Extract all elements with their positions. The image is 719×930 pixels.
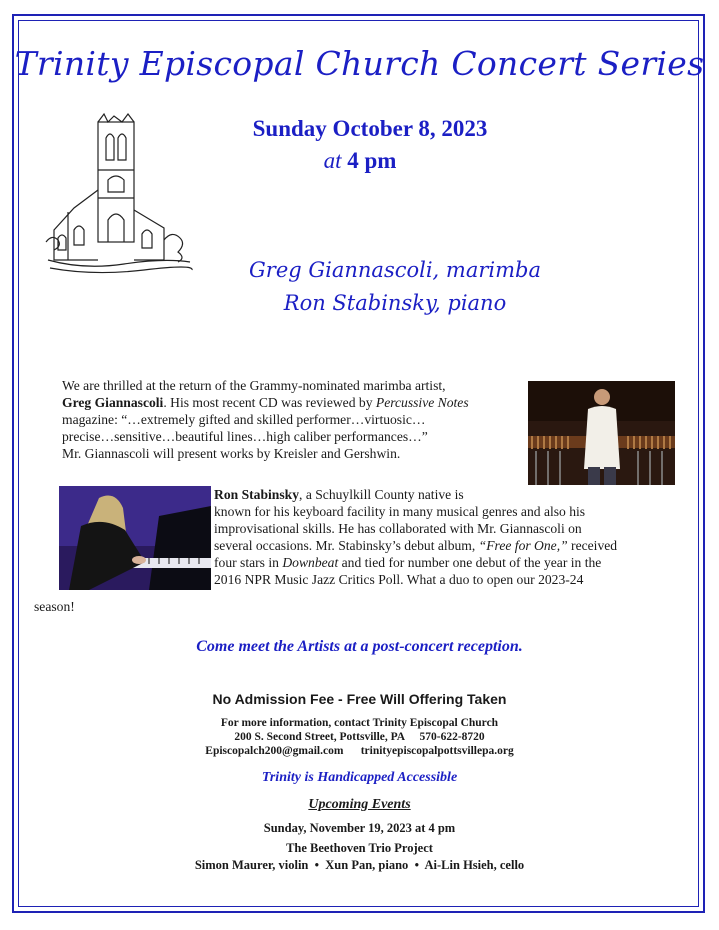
bio2-line-5a: four stars in bbox=[214, 555, 283, 570]
bio2-line-1 bbox=[214, 486, 704, 503]
separator-2: • bbox=[414, 858, 419, 872]
musician-1: Simon Maurer, violin bbox=[194, 858, 309, 872]
bio1-line-2-text: . His most recent CD was reviewed by bbox=[163, 395, 376, 410]
upcoming-heading: Upcoming Events bbox=[308, 797, 411, 812]
contact-online-row bbox=[0, 745, 719, 757]
bio2-line-3: improvisational skills. He has collaborated with Mr. Giannascoli on bbox=[214, 521, 582, 536]
event-time-value: 4 pm bbox=[347, 148, 397, 173]
bio2-line-5 bbox=[214, 554, 704, 571]
bio2-magazine: Downbeat bbox=[282, 555, 339, 570]
contact-line: For more information, contact Trinity Episcopal Church bbox=[220, 717, 499, 729]
contact-email: Episcopalch200@gmail.com bbox=[205, 745, 344, 757]
photo-giannascoli bbox=[528, 381, 675, 485]
photo-stabinsky bbox=[59, 486, 211, 590]
upcoming-date: Sunday, November 19, 2023 at 4 pm bbox=[263, 821, 456, 835]
bio2-line-4 bbox=[214, 537, 704, 554]
event-date: Sunday October 8, 2023 bbox=[252, 116, 488, 141]
upcoming-event: The Beethoven Trio Project bbox=[286, 841, 433, 855]
bio2-line-7: season! bbox=[34, 599, 75, 614]
bio2-line-1-text: , a Schuylkill County native is bbox=[299, 487, 464, 502]
bio2-name: Ron Stabinsky bbox=[214, 487, 300, 502]
performer-2: Ron Stabinsky, piano bbox=[283, 291, 507, 315]
contact-address: 200 S. Second Street, Pottsville, PA bbox=[234, 731, 406, 743]
bio2-line-6: 2016 NPR Music Jazz Critics Poll. What a duo to open our 2023-24 bbox=[214, 572, 584, 587]
contact-address-row bbox=[0, 731, 719, 743]
page-title: Trinity Episcopal Church Concert Series bbox=[14, 44, 705, 83]
bio2-line-2: known for his keyboard facility in many musical genres and also his bbox=[214, 504, 586, 519]
event-time bbox=[160, 148, 560, 174]
bio1-publication: Percussive Notes bbox=[375, 395, 469, 410]
bio1-line-4: precise…sensitive…beautiful lines…high caliber performances…” bbox=[62, 429, 428, 444]
accessibility-note: Trinity is Handicapped Accessible bbox=[261, 770, 458, 785]
bio2-album: “Free for One,” bbox=[478, 538, 568, 553]
musician-2: Xun Pan, piano bbox=[325, 858, 409, 872]
bio1-name: Greg Giannascoli bbox=[62, 395, 164, 410]
bio-stabinsky bbox=[214, 486, 704, 588]
bio1-line-1: We are thrilled at the return of the Grammy-nominated marimba artist, bbox=[62, 378, 446, 393]
contact-website: trinityepiscopalpottsvillepa.org bbox=[360, 745, 514, 757]
bio2-line-4a: several occasions. Mr. Stabinsky’s debut album, bbox=[214, 538, 479, 553]
bio2-line-4b: received bbox=[567, 538, 618, 553]
performer-1: Greg Giannascoli, marimba bbox=[249, 258, 541, 282]
bio1-line-2 bbox=[62, 394, 532, 411]
reception-note: Come meet the Artists at a post-concert reception. bbox=[196, 638, 523, 655]
bio1-line-5: Mr. Giannascoli will present works by Kreisler and Gershwin. bbox=[62, 446, 401, 461]
bio1-line-3: magazine: “…extremely gifted and skilled performer…virtuosic… bbox=[62, 412, 426, 427]
bio2-line-5b: and tied for number one debut of the year in the bbox=[338, 555, 602, 570]
musician-3: Ai-Lin Hsieh, cello bbox=[424, 858, 525, 872]
admission-note: No Admission Fee - Free Will Offering Taken bbox=[212, 691, 507, 707]
upcoming-musicians bbox=[0, 858, 719, 873]
separator-1: • bbox=[314, 858, 320, 872]
contact-phone: 570-622-8720 bbox=[419, 731, 485, 743]
event-time-prefix: at bbox=[323, 148, 342, 173]
bio-giannascoli bbox=[62, 377, 532, 462]
